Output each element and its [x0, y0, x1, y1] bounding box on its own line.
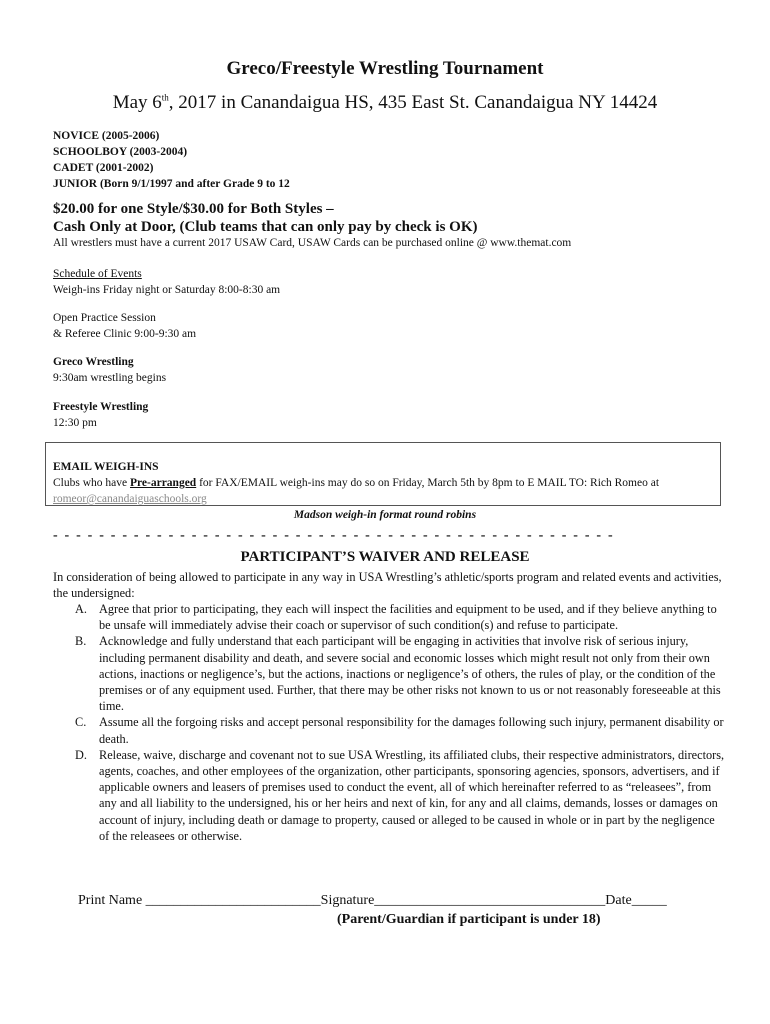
- freestyle-heading: Freestyle Wrestling: [53, 401, 149, 413]
- email-text-prefix: Clubs who have: [53, 477, 130, 489]
- signature-line[interactable]: Print Name _________________________Signature_________________________________Date_____: [78, 893, 667, 908]
- waiver-item-label: B.: [75, 634, 87, 649]
- greco-time: 9:30am wrestling begins: [53, 372, 167, 384]
- waiver-item-label: C.: [75, 715, 87, 730]
- referee-clinic: & Referee Clinic 9:00-9:30 am: [53, 328, 197, 340]
- event-date-prefix: May 6: [112, 92, 162, 113]
- division-item: SCHOOLBOY (2003-2004): [53, 146, 188, 158]
- greco-heading: Greco Wrestling: [53, 356, 134, 368]
- waiver-item-text: Assume all the forgoing risks and accept personal responsibility for the damages following such injury, permanent disability or death.: [99, 715, 724, 746]
- waiver-item: [75, 633, 725, 714]
- division-item: CADET (2001-2002): [53, 162, 154, 174]
- division-item: NOVICE (2005-2006): [53, 130, 160, 142]
- division-list: [53, 128, 290, 192]
- email-weighin-text: [53, 477, 659, 489]
- freestyle-time: 12:30 pm: [53, 417, 97, 429]
- tournament-title: Greco/Freestyle Wrestling Tournament: [226, 58, 544, 79]
- event-location: , 2017 in Canandaigua HS, 435 East St. Canandaigua NY 14424: [168, 92, 658, 113]
- payment-method: Cash Only at Door, (Club teams that can only pay by check is OK): [53, 219, 478, 235]
- prearranged-emphasis: Pre-arranged: [129, 477, 197, 489]
- waiver-item-label: D.: [75, 747, 87, 762]
- cut-line-divider: - - - - - - - - - - - - - - - - - - - - - - - - - - - - - - - - - - - - - - - - - - - - - - - - -: [53, 528, 615, 543]
- email-text-suffix: for FAX/EMAIL weigh-ins may do so on Friday, March 5th by 8pm to E MAIL TO: Rich Romeo at: [196, 477, 660, 489]
- madson-format-note: Madson weigh-in format round robins: [293, 509, 477, 521]
- waiver-item-text: Release, waive, discharge and covenant not to sue USA Wrestling, its affiliated clubs, their respective administrators, directors, agents, coaches, and other employees of the organization, other participants, sponsoring agencies, sponsors, advertisers, and if applicable owners and leasers of premises used to conduct the event, all of which hereinafter referred to as “releasees”, from any and all liability to the undersigned, his or her heirs and next of kin, for any and all claims, demands, losses or damages on account of injury, including death or damage to property, caused or alleged to be caused in whole or in part by the negligence of the releasees or otherwise.: [99, 747, 725, 843]
- waiver-title: PARTICIPANT’S WAIVER AND RELEASE: [240, 549, 530, 565]
- weighin-time: Weigh-ins Friday night or Saturday 8:00-8:30 am: [53, 284, 281, 296]
- waiver-item-label: A.: [75, 602, 87, 616]
- waiver-item-text: Acknowledge and fully understand that each participant will be engaging in activities that involve risk of serious injury, including permanent disability and death, and severe social and economic losses which might result not only from their own actions, inactions or negligence’s, but the actions, inactions or negligence’s of others, the rules of play, or the condition of the premises or of any equipment used. Further, that there may be other risks not known to us or not reasonably foreseeable at this time.: [99, 634, 721, 714]
- division-item: JUNIOR (Born 9/1/1997 and after Grade 9 to 12: [53, 178, 290, 190]
- email-weighin-title: EMAIL WEIGH-INS: [53, 461, 159, 473]
- practice-session: Open Practice Session: [53, 312, 156, 324]
- waiver-item: [75, 601, 725, 633]
- waiver-item: [75, 714, 725, 746]
- waiver-items: [75, 601, 725, 844]
- entry-fee: $20.00 for one Style/$30.00 for Both Styles –: [53, 201, 334, 217]
- email-address-link[interactable]: romeor@canandaiguaschools.org: [53, 493, 207, 505]
- waiver-item: [75, 747, 725, 844]
- schedule-heading: Schedule of Events: [53, 268, 142, 280]
- waiver-item-text: Agree that prior to participating, they each will inspect the facilities and equipment to be used, and if they believe anything to be unsafe will immediately advise their coach or supervisor of such condition(s) and refuse to participate.: [99, 602, 717, 633]
- event-date-location: [0, 92, 770, 114]
- guardian-note: (Parent/Guardian if participant is under 18): [337, 912, 601, 927]
- usaw-card-note: All wrestlers must have a current 2017 USAW Card, USAW Cards can be purchased online @ www.themat.com: [53, 237, 572, 249]
- waiver-intro: In consideration of being allowed to participate in any way in USA Wrestling’s athletic/sports program and related events and activities, the undersigned:: [53, 570, 722, 601]
- date-ordinal: th: [161, 92, 169, 103]
